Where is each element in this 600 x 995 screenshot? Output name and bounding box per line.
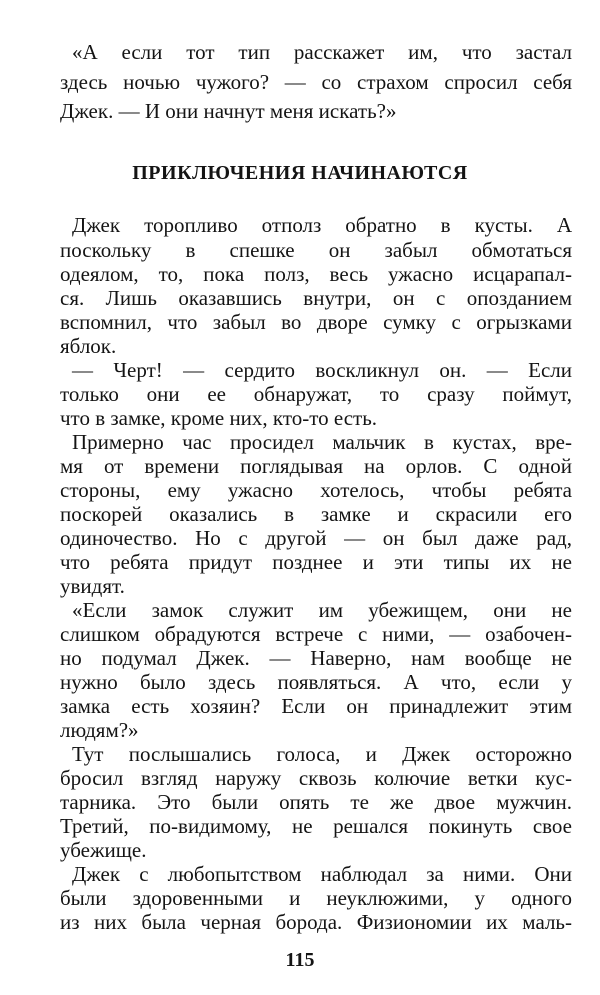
body-line: бросил взгляд наружу сквозь колючие ветки кус- (60, 766, 572, 790)
body-line: мя от времени поглядывая на орлов. С одной (60, 454, 572, 478)
body-line: одиночество. Но с другой — он был даже рад, (60, 526, 572, 550)
body-line: Третий, по-видимому, не решался покинуть свое (60, 814, 572, 838)
body-line: одеялом, то, пока полз, весь ужасно исцарапал- (60, 262, 572, 286)
body-line: Тут послышались голоса, и Джек осторожно (72, 742, 572, 766)
body-line: стороны, ему ужасно хотелось, чтобы ребята (60, 478, 572, 502)
body-line: только они ее обнаружат, то сразу поймут, (60, 382, 572, 406)
body-line: поскольку в спешке он забыл обмотаться (60, 238, 572, 262)
body-line: «Если замок служит им убежищем, они не (72, 598, 572, 622)
body-line: из них была черная борода. Физиономии их маль- (60, 910, 572, 934)
body-line: яблок. (60, 334, 117, 358)
body-line: были здоровенными и неуклюжими, у одного (60, 886, 572, 910)
body-line: ся. Лишь оказавшись внутри, он с опозданием (60, 286, 572, 310)
body-line: убежище. (60, 838, 147, 862)
body-line: — Черт! — сердито воскликнул он. — Если (72, 358, 572, 382)
body-line: что в замке, кроме них, кто-то есть. (60, 406, 378, 430)
page-number: 115 (285, 949, 315, 971)
body-line: Джек с любопытством наблюдал за ними. Они (72, 862, 572, 886)
body-line: поскорей оказались в замке и скрасили его (60, 502, 572, 526)
body-line: но подумал Джек. — Наверно, нам вообще не (60, 646, 572, 670)
intro-line: здесь ночью чужого? — со страхом спросил себя (60, 70, 572, 94)
intro-line: «А если тот тип расскажет им, что застал (72, 40, 572, 64)
body-line: Джек торопливо отполз обратно в кусты. А (72, 213, 572, 237)
body-line: увидят. (60, 574, 125, 598)
body-line: слишком обрадуются встрече с ними, — озабочен- (60, 622, 572, 646)
body-line: вспомнил, что забыл во дворе сумку с огрызками (60, 310, 572, 334)
chapter-heading: ПРИКЛЮЧЕНИЯ НАЧИНАЮТСЯ (132, 162, 468, 184)
body-line: что ребята придут позднее и эти типы их не (60, 550, 572, 574)
body-line: нужно было здесь появляться. А что, если у (60, 670, 572, 694)
body-line: Примерно час просидел мальчик в кустах, вре- (72, 430, 572, 454)
body-line: тарника. Это были опять те же двое мужчин. (60, 790, 572, 814)
body-line: замка есть хозяин? Если он принадлежит этим (60, 694, 572, 718)
body-line: людям?» (60, 718, 139, 742)
intro-line: Джек. — И они начнут меня искать?» (60, 99, 397, 123)
